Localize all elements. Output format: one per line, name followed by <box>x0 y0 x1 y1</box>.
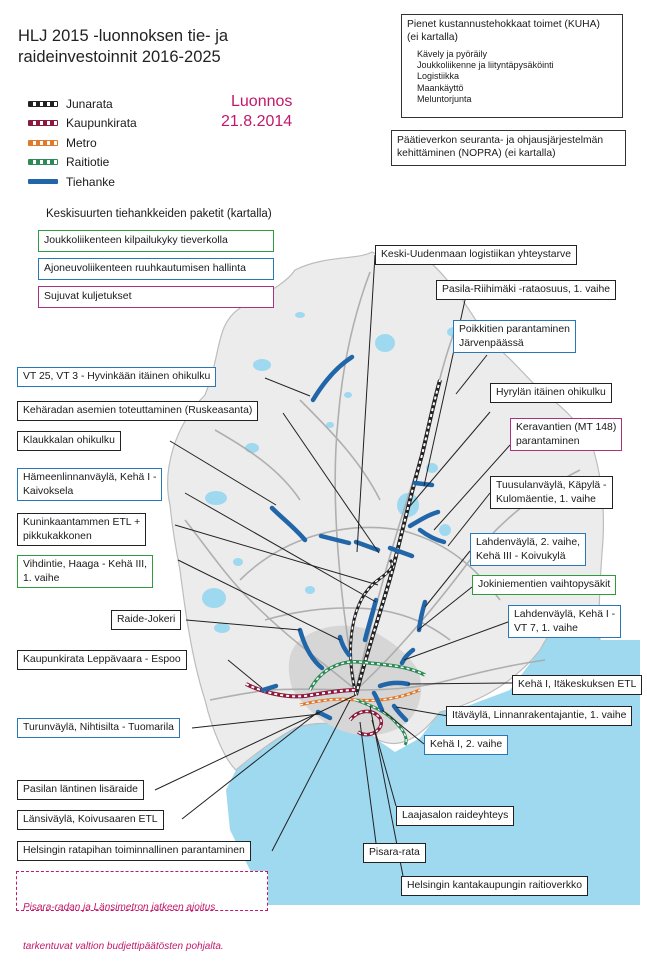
callout-itavayla: Itäväylä, Linnanrakentajantie, 1. vaihe <box>446 706 632 726</box>
lake <box>214 623 230 633</box>
lake <box>295 312 305 318</box>
callout-keharata-ruskeasanta: Kehäradan asemien toteuttaminen (Ruskeasanta) <box>17 401 258 421</box>
legend-item-kaupunkirata <box>20 114 137 134</box>
lake <box>344 392 352 398</box>
package-box-green: Joukkoliikenteen kilpailukyky tieverkolla <box>38 230 274 252</box>
callout-keravantie: Keravantien (MT 148) parantaminen <box>510 418 622 451</box>
footnote-box <box>16 871 268 952</box>
city-rail-swatch <box>28 120 58 126</box>
callout-kuninkaantammi: Kuninkaantammen ETL + pikkukakkonen <box>17 513 146 546</box>
metro-swatch <box>28 140 58 146</box>
legend-label: Raitiotie <box>66 155 110 170</box>
nopra-box <box>391 130 626 166</box>
callout-pisara-rata: Pisara-rata <box>363 843 426 863</box>
callout-raide-jokeri: Raide-Jokeri <box>111 610 181 630</box>
lake <box>202 588 226 608</box>
kuha-title: Pienet kustannustehokkaat toimet (KUHA) <box>407 19 600 30</box>
footnote-line-2: tarkentuvat valtion budjettipäätösten pohjalta. <box>23 941 224 952</box>
title-line-2: raideinvestoinnit 2016-2025 <box>18 48 221 66</box>
callout-pasila-riihimaki: Pasila-Riihimäki -rataosuus, 1. vaihe <box>436 280 616 300</box>
package-box-purple: Sujuvat kuljetukset <box>38 286 274 308</box>
callout-keski-uusimaa-logistics: Keski-Uudenmaan logistiikan yhteystarve <box>375 245 577 265</box>
callout-vihdintie: Vihdintie, Haaga - Kehä III, 1. vaihe <box>17 555 153 588</box>
callout-keha1-itakeskus: Kehä I, Itäkeskuksen ETL <box>512 675 642 695</box>
callout-hameenlinnanvayla: Hämeenlinnanväylä, Kehä I - Kaivoksela <box>17 468 162 501</box>
lake <box>245 443 259 453</box>
list-item: Maankäyttö <box>417 82 464 93</box>
list-item: Logistiikka <box>417 71 460 82</box>
list-item: Joukkoliikenne ja liityntäpysäköinti <box>417 60 554 71</box>
lake <box>375 334 395 352</box>
footnote-line-1: Pisara-radan ja Länsimetron jatkeen ajoitus <box>23 902 216 913</box>
callout-tuusulanvayla: Tuusulanväylä, Käpylä - Kulomäentie, 1. vaihe <box>490 476 613 509</box>
callout-poikkitie-jarvenpaa: Poikkitien parantaminen Järvenpäässä <box>453 320 576 353</box>
callout-kantakaupunki-raitioverkko: Helsingin kantakaupungin raitioverkko <box>401 876 588 896</box>
callout-vt25-hyvinkaa: VT 25, VT 3 - Hyvinkään itäinen ohikulku <box>17 367 216 387</box>
callout-pasila-lisaraide: Pasilan läntinen lisäraide <box>17 780 144 800</box>
road-project-swatch <box>28 179 58 184</box>
legend-item-metro <box>20 133 137 153</box>
draft-stamp <box>221 92 292 132</box>
callout-lahdenvayla-koivukyla: Lahdenväylä, 2. vaihe, Kehä III - Koivukylä <box>470 533 586 566</box>
legend-label: Metro <box>66 135 97 150</box>
map-title <box>18 26 228 68</box>
lake <box>233 558 243 566</box>
nopra-line-1: Päätieverkon seuranta- ja ohjausjärjestelmän <box>397 135 604 146</box>
kuha-subtitle: (ei kartalla) <box>407 32 458 43</box>
callout-lahdenvayla-vt7: Lahdenväylä, Kehä I - VT 7, 1. vaihe <box>508 605 621 638</box>
list-item: Meluntorjunta <box>417 93 472 104</box>
callout-klaukkala: Klaukkalan ohikulku <box>17 431 121 451</box>
callout-keha1-2vaihe: Kehä I, 2. vaihe <box>424 735 508 755</box>
lake <box>305 586 315 594</box>
kuha-box <box>401 14 623 118</box>
legend-item-raitiotie <box>20 153 137 173</box>
draft-date: 21.8.2014 <box>221 113 293 130</box>
nopra-line-2: kehittäminen (NOPRA) (ei kartalla) <box>397 148 556 159</box>
callout-kaupunkirata-leppavaara: Kaupunkirata Leppävaara - Espoo <box>17 650 187 670</box>
lake <box>205 491 227 505</box>
train-line-swatch <box>28 101 58 107</box>
lake <box>439 524 451 536</box>
list-item: Kävely ja pyöräily <box>417 49 488 59</box>
legend-label: Kaupunkirata <box>66 116 137 131</box>
callout-laajasalo: Laajasalon raideyhteys <box>396 806 514 826</box>
lake <box>253 359 271 371</box>
map-legend <box>20 94 137 192</box>
kuha-list <box>407 49 617 105</box>
legend-item-junarata <box>20 94 137 114</box>
callout-jokiniementie: Jokiniementien vaihtopysäkit <box>472 575 616 595</box>
legend-label: Tiehanke <box>66 174 115 189</box>
callout-lansivayla: Länsiväylä, Koivusaaren ETL <box>17 810 164 830</box>
draft-label: Luonnos <box>231 93 293 110</box>
package-box-blue: Ajoneuvoliikenteen ruuhkautumisen hallinta <box>38 258 274 280</box>
legend-item-tiehanke <box>20 172 137 192</box>
legend-label: Junarata <box>66 96 113 111</box>
callout-turunvayla: Turunväylä, Nihtisilta - Tuomarila <box>17 718 180 738</box>
callout-helsinki-ratapiha: Helsingin ratapihan toiminnallinen parantaminen <box>17 841 251 861</box>
tram-swatch <box>28 159 58 165</box>
title-line-1: HLJ 2015 -luonnoksen tie- ja <box>18 27 229 45</box>
packages-heading: Keskisuurten tiehankkeiden paketit (kartalla) <box>46 208 272 220</box>
callout-hyryla: Hyrylän itäinen ohikulku <box>490 383 612 403</box>
